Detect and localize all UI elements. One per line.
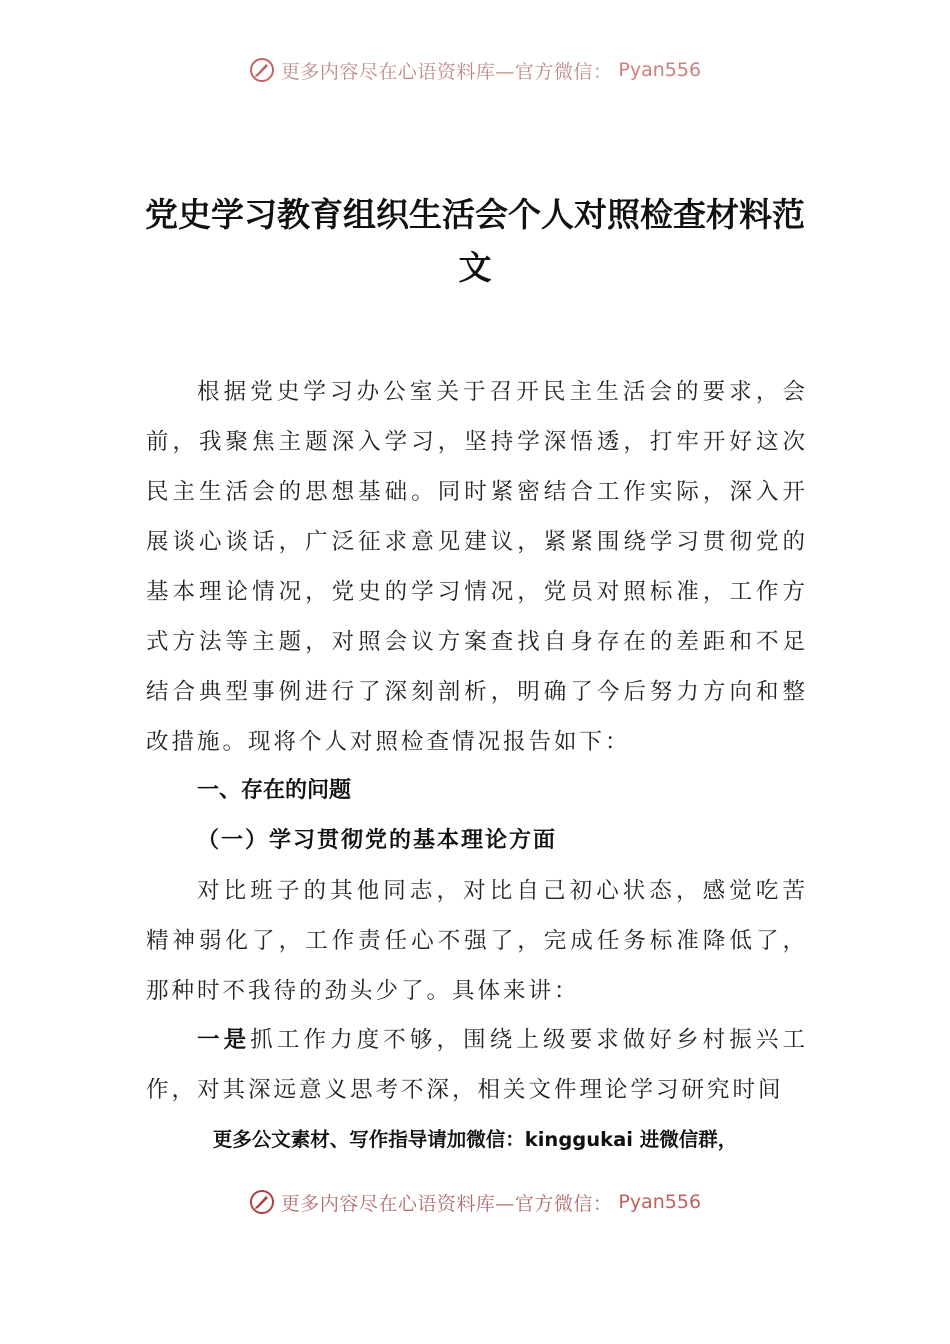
quill-logo-icon	[249, 57, 275, 83]
point-text: 抓工作力度不够，围绕上级要求做好乡村振兴工作，对其深远意义思考不深，相关文件理论学习研究时间	[146, 1027, 808, 1103]
intro-paragraph: 根据党史学习办公室关于召开民主生活会的要求，会前，我聚焦主题深入学习，坚持学深悟透，打牢开好这次民主生活会的思想基础。同时紧密结合工作实际，深入开展谈心谈话，广泛征求意见建议，紧紧围绕学习贯彻党的基本理论情况，党史的学习情况，党员对照标准，工作方式方法等主题，对照会议方案查找自身存在的差距和不足结合典型事例进行了深刻剖析，明确了今后努力方向和整改措施。现将个人对照检查情况报告如下：	[146, 379, 808, 755]
watermark-text: 更多内容尽在心语资料库—官方微信：	[280, 60, 613, 83]
quill-logo-icon	[249, 1189, 275, 1215]
section-heading: 一、存在的问题	[197, 778, 352, 803]
point-lead: 一是	[197, 1027, 251, 1053]
subsection-heading: （一）学习贯彻党的基本理论方面	[197, 828, 558, 853]
footer-watermark	[0, 1184, 950, 1220]
footer-note: 更多公文素材、写作指导请加微信：kinggukai 进微信群，	[212, 1128, 738, 1151]
subsection-paragraph: 对比班子的其他同志，对比自己初心状态，感觉吃苦精神弱化了，工作责任心不强了，完成任务标准降低了，那种时不我待的劲头少了。具体来讲：	[146, 878, 808, 1004]
header-watermark	[0, 54, 950, 86]
document-title: 党史学习教育组织生活会个人对照检查材料范文	[145, 195, 805, 287]
point-paragraph	[146, 1015, 808, 1115]
watermark-wechat-id: Pyan556	[618, 1191, 702, 1213]
watermark-text: 更多内容尽在心语资料库—官方微信：	[280, 1192, 613, 1215]
watermark-wechat-id: Pyan556	[618, 59, 702, 81]
